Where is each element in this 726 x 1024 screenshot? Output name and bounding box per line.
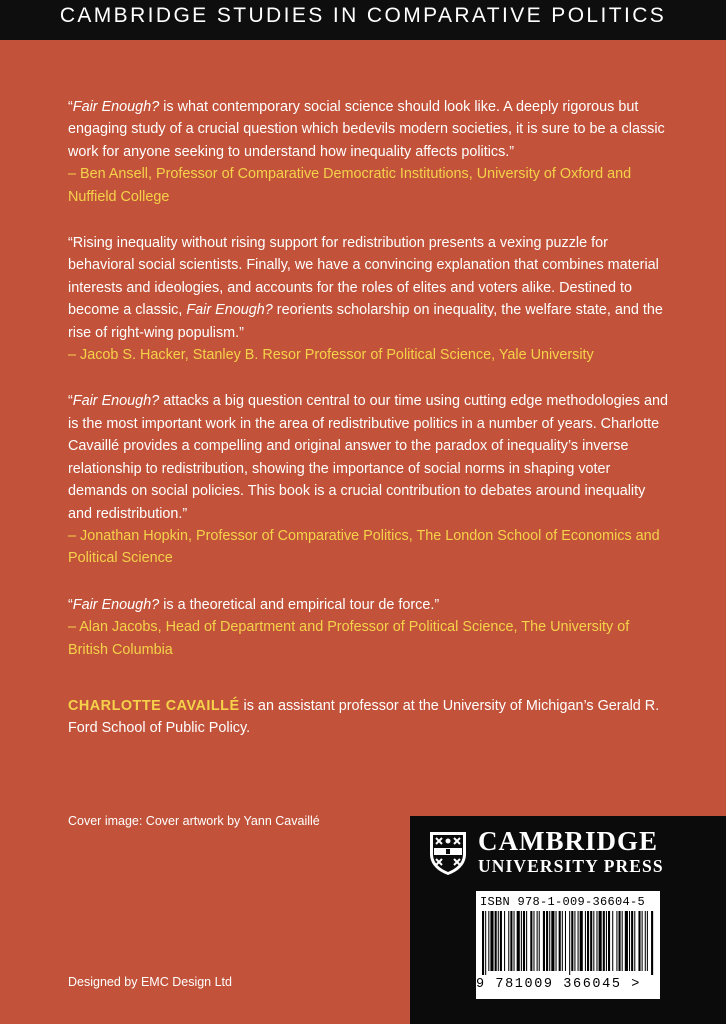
isbn-label: ISBN 978-1-009-36604-5	[480, 895, 646, 909]
publisher-panel	[410, 816, 726, 1024]
publisher-name: CAMBRIDGE	[478, 826, 659, 856]
endorsement-quote: “Fair Enough? is a theoretical and empirical tour de force.”	[68, 596, 440, 613]
book-title: Fair Enough?	[72, 393, 160, 410]
endorsement-quote: “Fair Enough? attacks a big question central to our time using cutting edge methodologies and is the most important work in the area of redistributive politics in a number of years. Charlotte Cavaillé provides a compelling and original answer to the paradox of inequality’s inverse relationship to redistribution, showing the importance of social norms in shaping voter demands on social policies. This book is a crucial contribution to debates around inequality and redistribution.”	[68, 393, 668, 522]
author-bio-text: is an assistant professor at the University of Michigan’s Gerald R. Ford School of Public Policy.	[68, 697, 660, 737]
endorsements	[68, 96, 668, 740]
endorsement-1	[68, 96, 668, 208]
barcode-digits: 9 781009 366045 >	[476, 977, 641, 992]
endorsement-quote: “Fair Enough? is what contemporary social science should look like. A deeply rigorous but engaging study of a crucial question which bedevils modern societies, it is sure to be a classic work for anyone seeking to understand how inequality affects politics.”	[68, 99, 665, 160]
series-title: CAMBRIDGE STUDIES IN COMPARATIVE POLITICS	[59, 4, 667, 27]
endorsement-4	[68, 594, 668, 661]
design-credit: Designed by EMC Design Ltd	[68, 975, 232, 989]
author-name: CHARLOTTE CAVAILLÉ	[68, 697, 240, 714]
endorsement-2	[68, 232, 668, 366]
publisher-subtitle: UNIVERSITY PRESS	[478, 856, 664, 876]
isbn-barcode	[476, 891, 660, 999]
book-title: Fair Enough?	[72, 99, 160, 115]
cover-credit: Cover image: Cover artwork by Yann Cavaillé	[68, 814, 320, 828]
publisher-logo	[428, 828, 664, 877]
endorsement-attribution: – Jacob S. Hacker, Stanley B. Resor Professor of Political Science, Yale University	[68, 347, 594, 364]
author-bio	[68, 695, 668, 740]
endorsement-attribution: – Alan Jacobs, Head of Department and Professor of Political Science, The University of British Columbia	[68, 619, 630, 658]
series-title-bar	[0, 0, 726, 40]
book-title: Fair Enough?	[186, 302, 273, 319]
book-title: Fair Enough?	[72, 596, 160, 613]
barcode-icon	[480, 911, 656, 975]
endorsement-quote: “Rising inequality without rising support for redistribution presents a vexing puzzle for behavioral social scientists. Finally, we have a convincing explanation that combines material interests and ideologies, and accounts for the roles of elites and voters alike. Destined to become a classic, Fair Enough? reorients scholarship on inequality, the welfare state, and the rise of right-wing populism.”	[68, 235, 663, 341]
cambridge-shield-icon	[428, 830, 468, 876]
endorsement-3	[68, 390, 668, 569]
endorsement-attribution: – Jonathan Hopkin, Professor of Comparative Politics, The London School of Economics and Political Science	[68, 527, 660, 567]
endorsement-attribution: – Ben Ansell, Professor of Comparative Democratic Institutions, University of Oxford and Nuffield College	[68, 166, 632, 205]
